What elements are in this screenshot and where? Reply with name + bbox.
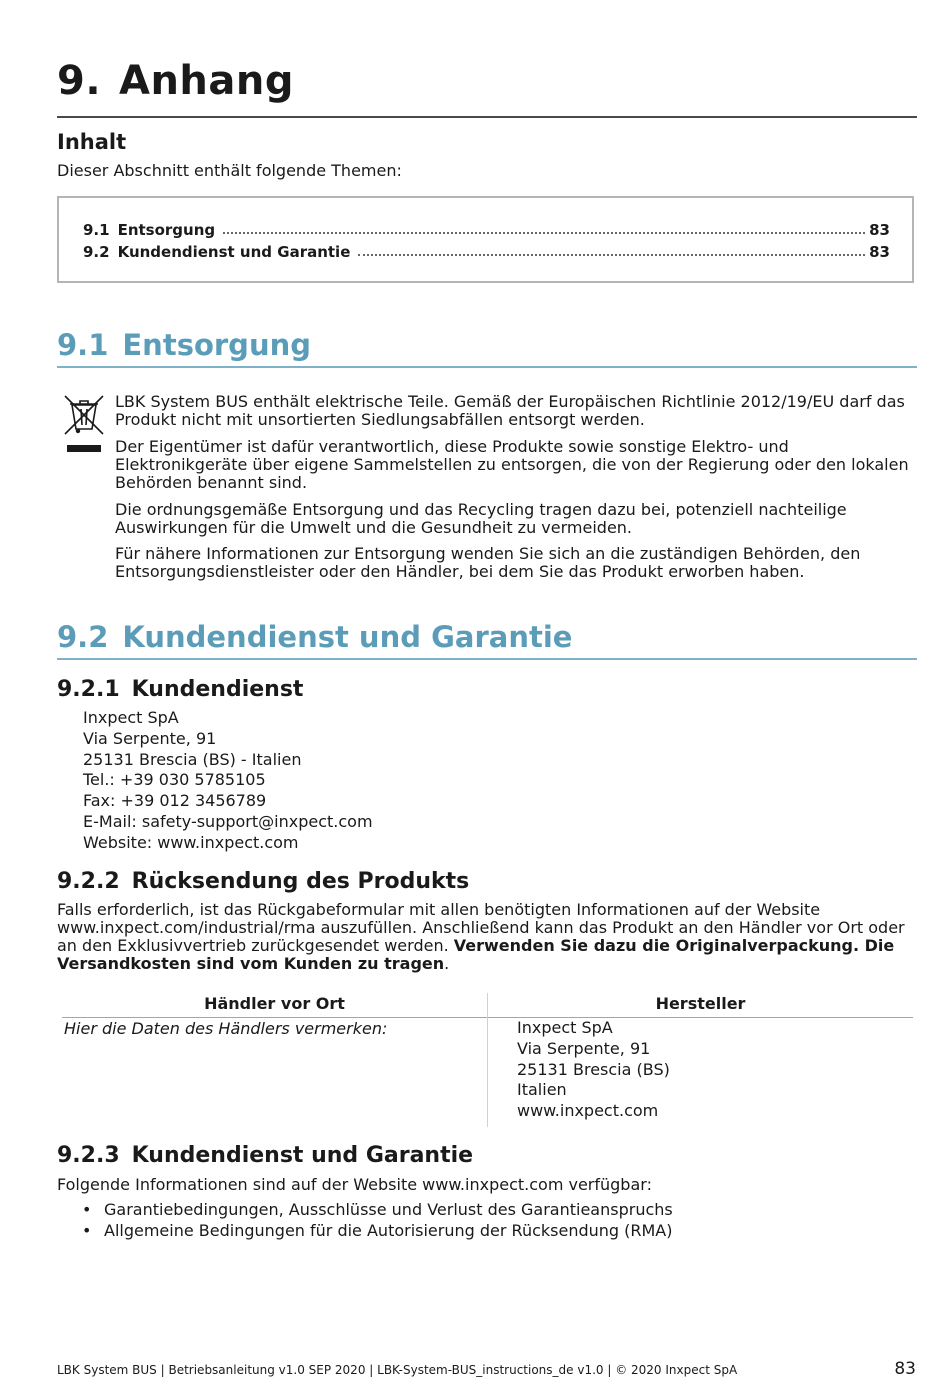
subsection-title-9-2-2 <box>57 869 469 894</box>
service-address <box>83 708 373 854</box>
warranty-intro: Folgende Informationen sind auf der Website www.inxpect.com verfügbar: <box>57 1175 652 1194</box>
paragraph: Für nähere Informationen zur Entsorgung wenden Sie sich an die zuständigen Behörden, den Entsorgungsdienstleister oder den Händler, bei dem Sie das Produkt erworben haben. <box>115 544 861 581</box>
manufacturer-line: Via Serpente, 91 <box>517 1038 651 1058</box>
return-text-end: . <box>444 954 450 973</box>
bullet-icon: • <box>82 1200 92 1219</box>
toc-leader <box>358 254 865 256</box>
toc-entry[interactable] <box>83 239 890 261</box>
list-item-text: Garantiebedingungen, Ausschlüsse und Verlust des Garantieanspruchs <box>104 1200 673 1219</box>
subsection-title-text: Kundendienst und Garantie <box>131 1143 474 1168</box>
toc-entry-page: 83 <box>869 243 890 261</box>
address-website[interactable]: Website: www.inxpect.com <box>83 832 299 852</box>
section-rule <box>57 366 917 368</box>
address-street: Via Serpente, 91 <box>83 728 217 748</box>
subsection-title-9-2-3 <box>57 1143 473 1168</box>
address-fax: Fax: +39 012 3456789 <box>83 791 267 811</box>
table-header-dealer: Händler vor Ort <box>204 994 345 1013</box>
subsection-title-9-2-1 <box>57 677 303 702</box>
paragraph: Die ordnungsgemäße Entsorgung und das Recycling tragen dazu bei, potenziell nachteilige Auswirkungen für die Umwelt und die Gesundheit zu vermeiden. <box>115 500 847 537</box>
address-phone: Tel.: +39 030 5785105 <box>83 770 266 790</box>
subsection-number: 9.2.2 <box>57 869 120 894</box>
section-number: 9.1 <box>57 328 109 362</box>
toc-entry-page: 83 <box>869 221 890 239</box>
subsection-number: 9.2.1 <box>57 677 120 702</box>
return-text: Falls erforderlich, ist das Rückgabeformular mit allen benötigten Informationen auf der Website www.inxpect.com/industrial/rma auszufüllen. Anschließend kann das Produkt an den Händler vor Ort oder an den Exklusivvertrieb zurückgesendet werden. <box>57 900 905 955</box>
table-column-divider <box>487 993 488 1127</box>
manufacturer-line: 25131 Brescia (BS) <box>517 1059 670 1079</box>
manufacturer-line[interactable]: www.inxpect.com <box>517 1101 659 1121</box>
page-number: 83 <box>894 1359 916 1379</box>
paragraph: Der Eigentümer ist dafür verantwortlich, diese Produkte sowie sonstige Elektro- und Elektronikgeräte über eigene Sammelstellen zu entsorgen, die von der Regierung oder den lokalen Behörden benannt sind. <box>115 437 909 492</box>
address-email[interactable]: E-Mail: safety-support@inxpect.com <box>83 811 373 831</box>
chapter-title-text: Anhang <box>119 58 295 104</box>
toc-entry-title: Entsorgung <box>117 221 216 239</box>
toc-entry-title: Kundendienst und Garantie <box>117 243 351 261</box>
bullet-icon: • <box>82 1220 92 1240</box>
table-manufacturer-cell <box>517 1018 670 1122</box>
subsection-title-text: Kundendienst <box>131 677 304 702</box>
section-title-9-1 <box>57 328 311 362</box>
table-header-manufacturer: Hersteller <box>655 994 746 1013</box>
manufacturer-line: Inxpect SpA <box>517 1018 613 1037</box>
page-footer: LBK System BUS | Betriebsanleitung v1.0 SEP 2020 | LBK-System-BUS_instructions_de v1.0 | © 2020 Inxpect SpA <box>57 1363 738 1377</box>
address-company: Inxpect SpA <box>83 708 179 727</box>
section-title-9-2 <box>57 620 572 654</box>
subsection-title-text: Rücksendung des Produkts <box>131 869 470 894</box>
return-instructions <box>57 901 919 973</box>
contents-intro: Dieser Abschnitt enthält folgende Themen: <box>57 161 402 180</box>
list-item <box>82 1200 673 1221</box>
paragraph: LBK System BUS enthält elektrische Teile. Gemäß der Europäischen Richtlinie 2012/19/EU darf das Produkt nicht mit unsortierten Siedlungsabfällen entsorgt werden. <box>115 392 905 429</box>
address-city: 25131 Brescia (BS) - Italien <box>83 749 302 769</box>
toc-leader <box>223 232 865 234</box>
table-dealer-cell: Hier die Daten des Händlers vermerken: <box>64 1019 388 1038</box>
weee-crossed-bin-icon <box>62 393 106 455</box>
return-text-bold: Verwenden Sie dazu die Originalverpackung. Die Versandkosten sind vom Kunden zu tragen <box>57 936 895 973</box>
toc-entry[interactable] <box>83 217 890 239</box>
chapter-rule <box>57 116 917 118</box>
list-item <box>82 1221 673 1242</box>
subsection-number: 9.2.3 <box>57 1143 120 1168</box>
section-title-text: Entsorgung <box>122 328 311 362</box>
chapter-title <box>57 58 294 104</box>
section-number: 9.2 <box>57 620 109 654</box>
toc-box <box>57 196 914 283</box>
chapter-number: 9. <box>57 58 102 104</box>
list-item-text: Allgemeine Bedingungen für die Autorisierung der Rücksendung (RMA) <box>104 1220 673 1240</box>
warranty-bullet-list <box>82 1200 673 1241</box>
section-rule <box>57 658 917 660</box>
toc-entry-number: 9.1 <box>83 221 110 239</box>
toc-entry-number: 9.2 <box>83 243 110 261</box>
contents-heading: Inhalt <box>57 130 127 154</box>
manufacturer-line: Italien <box>517 1080 567 1100</box>
section-title-text: Kundendienst und Garantie <box>122 620 573 654</box>
